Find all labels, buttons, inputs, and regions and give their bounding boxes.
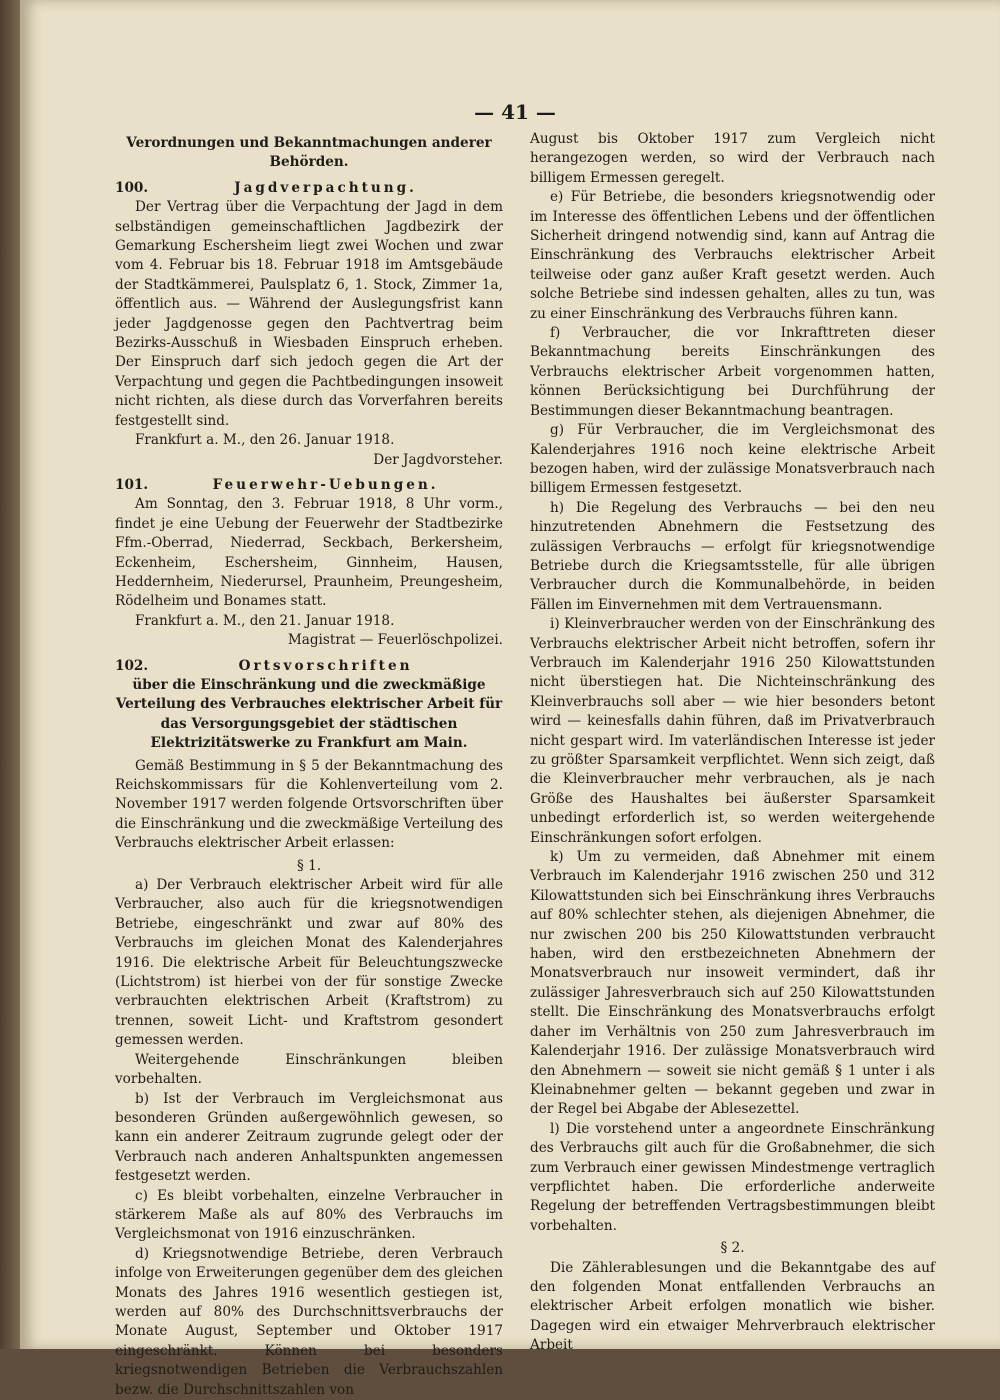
clause-b: b) Ist der Verbrauch im Vergleichsmonat aus besonderen Gründen außergewöhnlich gewesen, so kann ein anderer Zeitraum zugrunde gelegt oder der Verbrauch nach anderen Anhaltspunkten angemessen festgesetzt werden. (115, 1090, 503, 1185)
clause-f: f) Verbraucher, die vor Inkrafttreten dieser Bekanntmachung bereits Einschränkungen des Verbrauchs elektrischer Arbeit vorgenommen hatten, können Berücksichtigung bei Durchführung der Bestimmungen dieser Bekanntmachung beantragen. (530, 325, 935, 419)
section-2-text: Die Zählerablesungen und die Bekanntgabe des auf den folgenden Monat entfallenden Verbrauchs an elektrischer Arbeit erfolgen monatlich wie bisher. Dagegen wird ein etwaiger Mehrverbrauch elektrischer Arbeit (530, 1259, 935, 1354)
clause-c: c) Es bleibt vorbehalten, einzelne Verbraucher in stärkerem Maße als auf 80% des Verbrauchs im Vergleichsmonat von 1916 einzuschränken. (115, 1187, 503, 1243)
entry-body: Der Vertrag über die Verpachtung der Jagd in dem selbständigen gemeinschaftlichen Jagdbezirk der Gemarkung Eschersheim liegt zwei Wochen und zwar vom 4. Februar bis 18. Februar 1918 im Amtsgebäude der Stadtkämmerei, Paulsplatz 6, 1. Stock, Zimmer 1a, öffentlich aus. — Während der Auslegungsfrist kann jeder Jagdgenosse gegen den Pachtvertrag beim Bezirks-Ausschuß in Wiesbaden Einspruch erheben. Der Einspruch darf sich jedoch gegen die Art der Verpachtung und gegen die Pachtbedingungen insoweit nicht richten, als diese durch das Vorverfahren bereits festgestellt sind. (115, 199, 503, 429)
entry-title: Feuerwehr-Uebungen. (212, 476, 439, 493)
clause-k: k) Um zu vermeiden, daß Abnehmer mit einem Verbrauch im Kalenderjahr 1916 zwischen 250 und 312 Kilowattstunden sich bei Einschränkung ihres Verbrauchs auf 80% schlechter stehen, als diejenigen Abnehmer, die nur zwischen 200 bis 250 Kilowattstunden verbraucht haben, wird den erstbezeichneten Abnehmern der Monatsverbrauch nur insoweit vermindert, daß ihr zulässiger Jahresverbrauch sich auf 250 Kilowattstunden stellt. Die Einschränkung des Monatsverbrauchs erfolgt daher im Verhältnis von 250 zum Jahresverbrauch im Kalenderjahr 1916. Der zulässige Monatsverbrauch wird den Abnehmern — soweit sie nicht gemäß § 1 unter i als Kleinabnehmer gelten — bekannt gegeben und zwar in der Regel bei Abgabe der Ablesezettel. (530, 849, 935, 1118)
entry-title: Jagdverpachtung. (234, 179, 417, 196)
clause-h: h) Die Regelung des Verbrauchs — bei den neu hinzutretenden Abnehmern die Festsetzung des zulässigen Verbrauchs — erfolgt für kriegsnotwendige Betriebe durch die Kriegsamtsstelle, für alle übrigen Verbraucher durch die Kommunalbehörde, in beiden Fällen im Einvernehmen mit dem Vertrauensmann. (530, 499, 935, 613)
page-number: — 41 — (474, 100, 556, 124)
clause-g: g) Für Verbraucher, die im Vergleichsmonat des Kalenderjahres 1916 noch keine elektrische Arbeit bezogen haben, wird der zulässige Monatsverbrauch nach billigem Ermessen festgesetzt. (530, 422, 935, 497)
section-heading: Verordnungen und Bekanntmachungen anderer Behörden. (126, 135, 492, 171)
place-date: Frankfurt a. M., den 26. Januar 1918. (135, 432, 395, 449)
clause-l: l) Die vorstehend unter a angeordnete Einschränkung des Verbrauchs gilt auch für die Großabnehmer, die sich zum Verbrauch einer gewissen Mindestmenge vertraglich verpflichtet haben. Die erforderliche anderweite Regelung der betreffenden Vertragsbestimmungen bleibt vorbehalten. (530, 1120, 935, 1234)
entry-101-header (115, 476, 503, 495)
entry-102-header (115, 657, 503, 676)
clause-d-continued: August bis Oktober 1917 zum Vergleich nicht herangezogen werden, so wird der Verbrauch nach billigem Ermessen geregelt. (530, 131, 935, 186)
place-date: Frankfurt a. M., den 21. Januar 1918. (135, 612, 395, 629)
signature: Der Jagdvorsteher. (373, 451, 503, 468)
clause-e: e) Für Betriebe, die besonders kriegsnotwendig oder im Interesse des öffentlichen Lebens und der öffentlichen Sicherheit dringend notwendig sind, kann auf Antrag die Einschränkung des Verbrauchs elektrischer Arbeit teilweise oder ganz außer Kraft gesetzt werden. Auch solche Betriebe sind indessen gehalten, alles zu tun, was zu einer Einschränkung des Verbrauchs führen kann. (530, 189, 935, 322)
clause-a-note: Weitergehende Einschränkungen bleiben vorbehalten. (115, 1051, 503, 1088)
paragraph-sign: § 1. (296, 857, 322, 874)
entry-100-header (115, 179, 503, 198)
clause-a: a) Der Verbrauch elektrischer Arbeit wird für alle Verbraucher, also auch für die kriegsnotwendigen Betriebe, eingeschränkt und zwar auf 80% des Verbrauchs im gleichen Monat des Kalenderjahres 1916. Die elektrische Arbeit für Beleuchtungszwecke (Lichtstrom) ist hierbei von der für sonstige Zwecke verbrauchten elektrischen Arbeit (Kraftstrom) zu trennen, soweit Licht- und Kraftstrom gesondert gemessen werden. (115, 877, 503, 1049)
document-page (20, 0, 1000, 1398)
entry-intro: Gemäß Bestimmung in § 5 der Bekanntmachung des Reichskommissars für die Kohlenverteilung vom 2. November 1917 werden folgende Ortsvorschriften über die Einschränkung und die zweckmäßige Verteilung des Verbrauchs elektrischer Arbeit erlassen: (115, 757, 503, 852)
paragraph-sign: § 2. (720, 1240, 745, 1257)
left-column (115, 130, 503, 1400)
entry-title: Ortsvorschriften (238, 657, 413, 674)
entry-number: 101. (115, 476, 149, 493)
entry-subtitle: über die Einschränkung und die zweckmäßige Verteilung des Verbrauches elektrischer Arbeit für das Versorgungsgebiet der städtischen Elektrizitätswerke zu Frankfurt am Main. (115, 676, 503, 752)
entry-number: 100. (115, 179, 149, 196)
book-spine-edge (0, 0, 20, 1349)
entry-number: 102. (115, 657, 149, 674)
clause-i: i) Kleinverbraucher werden von der Einschränkung des Verbrauchs elektrischer Arbeit nicht betroffen, sofern ihr Verbrauch im Kalenderjahr 1916 250 Kilowattstunden nicht überstiegen hat. Die Nichteinschränkung des Kleinverbrauchs soll aber — wie hier besonders betont wird — keinesfalls dahin führen, daß im Privatverbrauch nicht gespart wird. Im vaterländischen Interesse ist jeder zu größter Sparsamkeit verpflichtet. Wenn sich zeigt, daß die Kleinverbraucher mehr verbrauchen, als je nach Größe des Haushaltes bei äußerster Sparsamkeit unbedingt erforderlich ist, so werden weitergehende Einschränkungen sofort erfolgen. (530, 616, 935, 846)
entry-body: Am Sonntag, den 3. Februar 1918, 8 Uhr vorm., findet je eine Uebung der Feuerwehr der Stadtbezirke Ffm.-Oberrad, Niederrad, Seckbach, Berkersheim, Eckenheim, Eschersheim, Ginnheim, Hausen, Heddernheim, Niederursel, Praunheim, Preungesheim, Rödelheim und Bonames statt. (115, 496, 503, 610)
signature: Magistrat — Feuerlöschpolizei. (287, 632, 503, 649)
right-column (530, 130, 935, 1356)
clause-d: d) Kriegsnotwendige Betriebe, deren Verbrauch infolge von Erweiterungen gegenüber dem des gleichen Monats des Jahres 1916 wesentlich gestiegen ist, werden auf 80% des Durchschnittsverbrauchs der Monate August, September und Oktober 1917 eingeschränkt. Können bei besonders kriegsnotwendigen Betrieben die Verbrauchszahlen bezw. die Durchschnittszahlen von (115, 1245, 503, 1398)
